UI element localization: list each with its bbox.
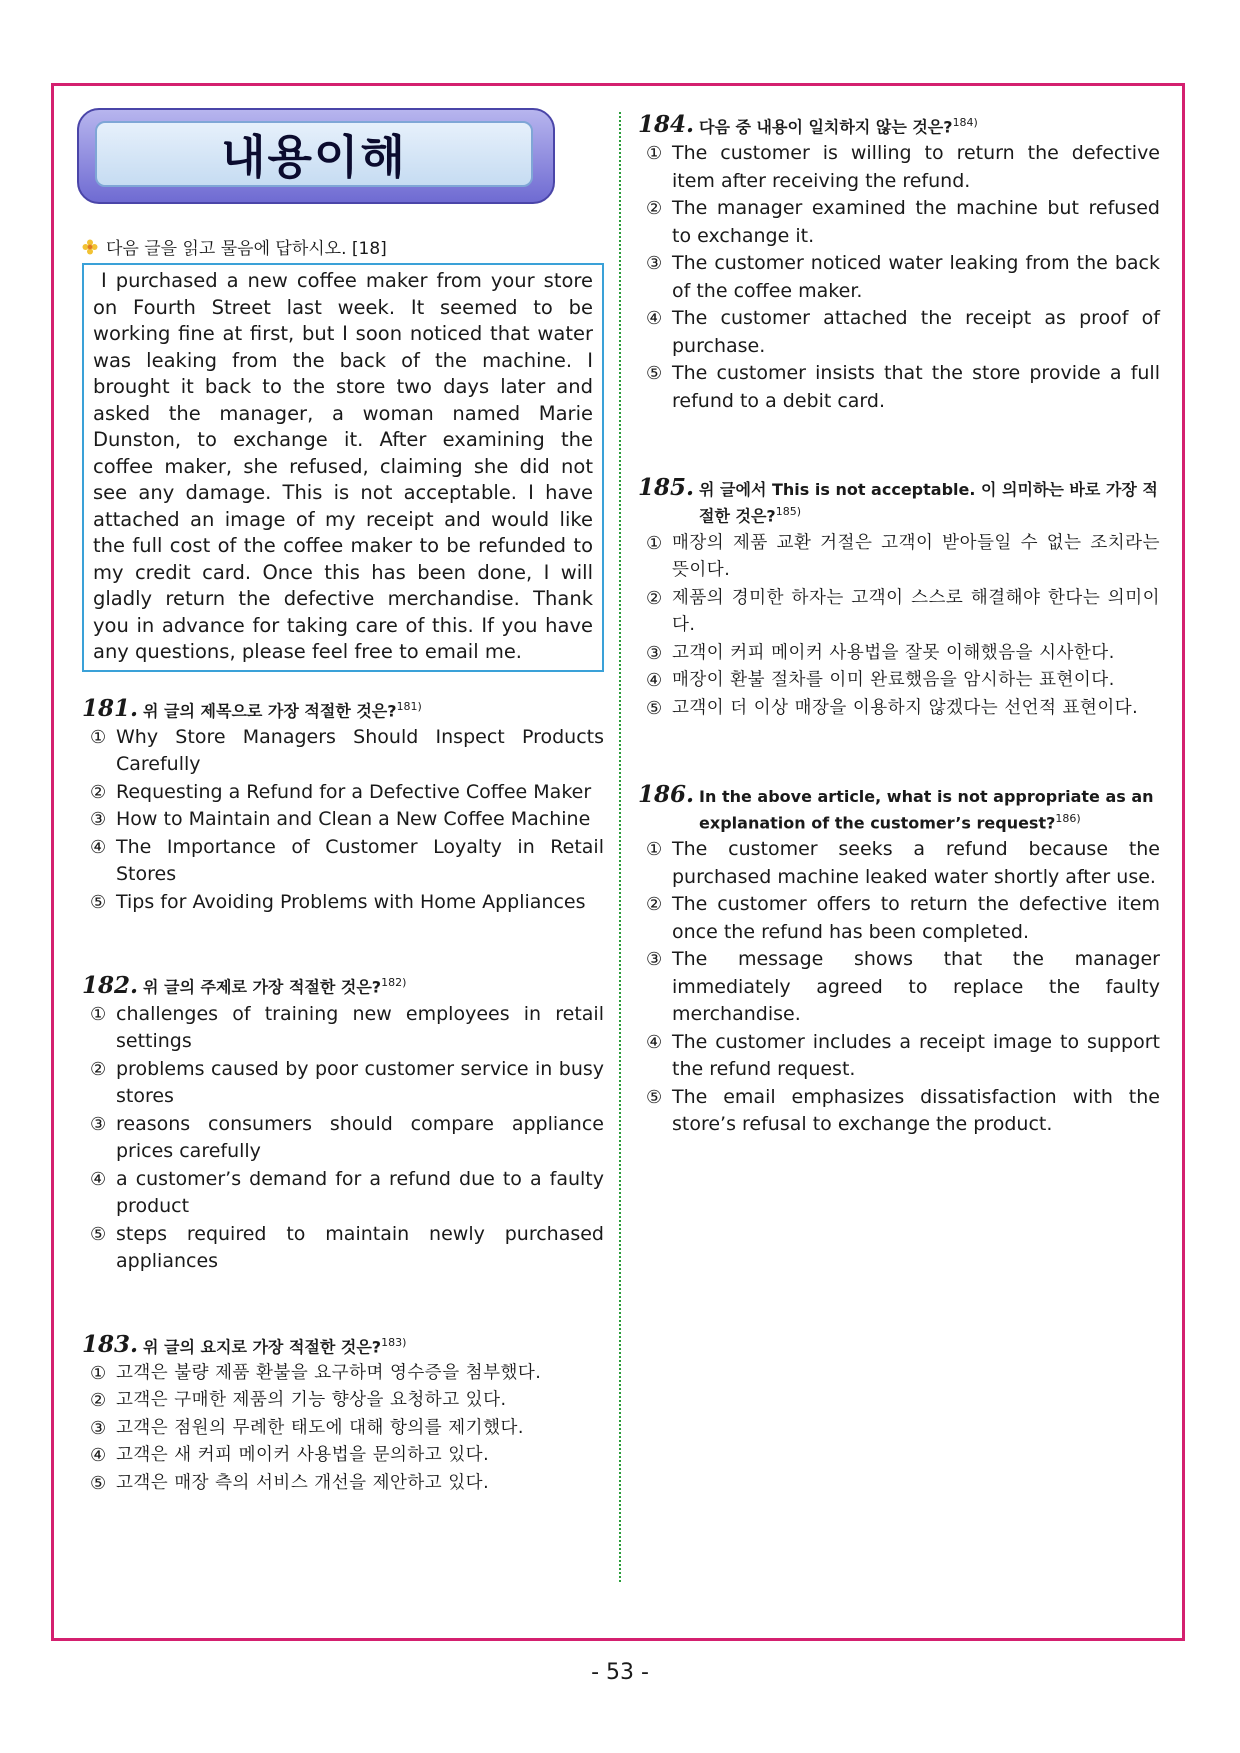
question-number: 184. <box>638 111 695 139</box>
option[interactable]: ③ How to Maintain and Clean a New Coffee Machine <box>90 808 591 831</box>
question-185 <box>638 474 1160 722</box>
option[interactable]: ③ 고객은 점원의 무례한 태도에 대해 항의를 제기했다. <box>90 1417 524 1439</box>
option[interactable]: ④ The customer attached the receipt as proof of purchase. <box>646 307 1160 357</box>
option[interactable]: ① 고객은 불량 제품 환불을 요구하며 영수증을 첨부했다. <box>90 1362 542 1384</box>
option[interactable]: ② The manager examined the machine but refused to exchange it. <box>646 197 1160 247</box>
footnote-ref: 186) <box>1055 812 1081 826</box>
option[interactable]: ④ 고객은 새 커피 메이커 사용법을 문의하고 있다. <box>90 1445 490 1467</box>
footnote-ref: 185) <box>775 505 802 519</box>
option[interactable]: ④ The customer includes a receipt image to support the refund request. <box>646 1030 1160 1081</box>
footnote-ref: 182) <box>381 976 407 990</box>
option[interactable]: ① Why Store Managers Should Inspect Products Carefully <box>90 725 604 776</box>
passage-text: I purchased a new coffee maker from your store on Fourth Street last week. It seemed to be working fine at first, but I soon noticed that water was leaking from the back of the machine. I brought it back to the store two days later and asked the manager, a woman named Marie Dunston, to exchange it. After examining the coffee maker, she refused, claiming she did not see any damage. This is not acceptable. I have attached an image of my receipt and would like the full cost of the coffee maker to be refunded to my credit card. Once this has been done, I will gladly return the defective merchandise. Thank you in advance for taking care of this. If you have any questions, please feel free to email me. <box>93 269 593 663</box>
reading-passage <box>82 263 604 672</box>
question-186 <box>638 781 1160 1139</box>
option[interactable]: ② The customer offers to return the defective item once the refund has been completed. <box>646 893 1160 943</box>
footnote-ref: 181) <box>396 699 422 713</box>
question-184 <box>638 112 1160 415</box>
option[interactable]: ⑤ 고객은 매장 측의 서비스 개선을 제안하고 있다. <box>90 1472 490 1494</box>
footnote-ref: 183) <box>381 1335 407 1349</box>
flower-icon <box>82 239 98 255</box>
option[interactable]: ⑤ The customer insists that the store provide a full refund to a debit card. <box>646 362 1160 412</box>
question-text: 다음 중 내용이 일치하지 않는 것은? <box>699 117 953 137</box>
instruction-line <box>82 234 604 259</box>
question-182 <box>82 972 604 1275</box>
option[interactable]: ② 고객은 구매한 제품의 기능 향상을 요청하고 있다. <box>90 1390 507 1412</box>
option[interactable]: ④ The Importance of Customer Loyalty in Retail Stores <box>90 835 604 886</box>
option[interactable]: ② 제품의 경미한 하자는 고객이 스스로 해결해야 한다는 의미이다. <box>646 587 1160 636</box>
option[interactable]: ① The customer is willing to return the defective item after receiving the refund. <box>646 142 1160 192</box>
option[interactable]: ⑤ 고객이 더 이상 매장을 이용하지 않겠다는 선언적 표현이다. <box>646 697 1139 719</box>
page-number: - 53 - <box>591 1660 649 1685</box>
question-text: 위 글의 주제로 가장 적절한 것은? <box>143 977 382 997</box>
question-text: 위 글에서 This is not acceptable. 이 의미하는 바로 가장 적절한 것은? <box>699 480 1158 526</box>
question-number: 182. <box>82 971 139 999</box>
option[interactable]: ① The customer seeks a refund because the purchased machine leaked water shortly after use. <box>646 838 1160 888</box>
question-text: 위 글의 요지로 가장 적절한 것은? <box>143 1336 382 1356</box>
option[interactable]: ③ 고객이 커피 메이커 사용법을 잘못 이해했음을 시사한다. <box>646 642 1115 664</box>
option[interactable]: ⑤ Tips for Avoiding Problems with Home Appliances <box>90 890 586 913</box>
question-number: 181. <box>82 694 139 722</box>
instruction-text: 다음 글을 읽고 물음에 답하시오. [18] <box>106 239 387 259</box>
left-column <box>82 108 604 1497</box>
option[interactable]: ① 매장의 제품 교환 거절은 고객이 받아들일 수 없는 조치라는 뜻이다. <box>646 532 1160 581</box>
footnote-ref: 184) <box>952 116 978 129</box>
question-text: In the above article, what is not appropriate as an explanation of the customer’s request? <box>699 787 1154 833</box>
option[interactable]: ③ The message shows that the manager immediately agreed to replace the faulty merchandise. <box>646 948 1160 1026</box>
question-number: 185. <box>638 474 695 502</box>
option[interactable]: ④ a customer’s demand for a refund due to a faulty product <box>90 1167 604 1218</box>
section-title: 내용이해 <box>221 130 407 184</box>
option[interactable]: ② problems caused by poor customer service in busy stores <box>90 1057 604 1108</box>
option[interactable]: ② Requesting a Refund for a Defective Coffee Maker <box>90 780 592 803</box>
option[interactable]: ⑤ The email emphasizes dissatisfaction with the store’s refusal to exchange the product. <box>646 1085 1160 1136</box>
question-number: 183. <box>82 1330 139 1358</box>
option[interactable]: ① challenges of training new employees in retail settings <box>90 1002 604 1053</box>
question-number: 186. <box>638 781 695 809</box>
question-181 <box>82 696 604 917</box>
option[interactable]: ⑤ steps required to maintain newly purchased appliances <box>90 1222 604 1273</box>
question-183 <box>82 1332 604 1498</box>
right-column <box>638 112 1160 1139</box>
option[interactable]: ③ The customer noticed water leaking from the back of the coffee maker. <box>646 252 1160 302</box>
option[interactable]: ④ 매장이 환불 절차를 이미 완료했음을 암시하는 표현이다. <box>646 670 1115 692</box>
question-text: 위 글의 제목으로 가장 적절한 것은? <box>143 700 397 720</box>
section-title-banner <box>77 108 555 204</box>
option[interactable]: ③ reasons consumers should compare appliance prices carefully <box>90 1112 604 1163</box>
column-divider <box>619 112 621 1582</box>
